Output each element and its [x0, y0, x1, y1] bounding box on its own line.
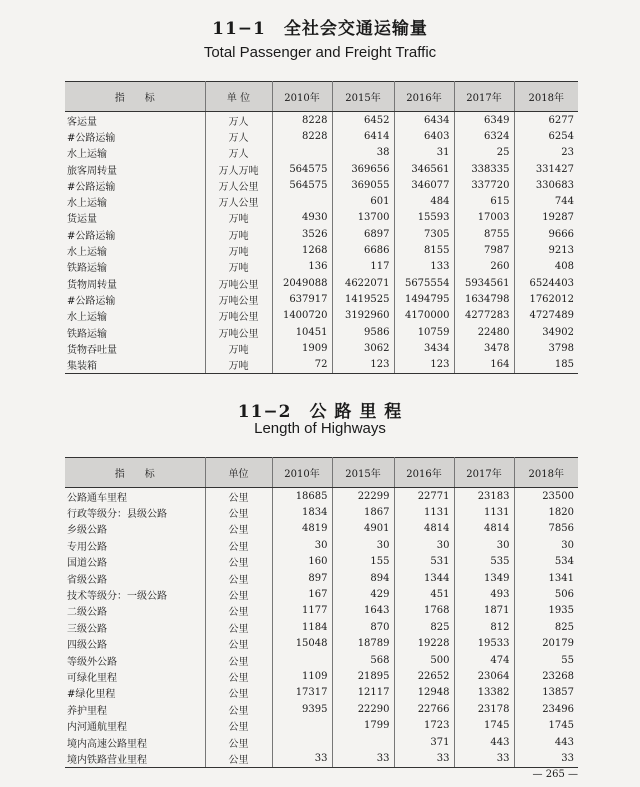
value-cell: 1768	[394, 603, 454, 619]
value-cell: 564575	[272, 177, 332, 193]
value-cell: 1634798	[454, 291, 514, 307]
row-unit: 公里	[205, 537, 272, 553]
table-row	[65, 586, 578, 602]
table-row	[65, 210, 578, 226]
row-label: 四级公路	[65, 636, 205, 652]
table-row	[65, 308, 578, 324]
value-cell: 23496	[542, 703, 574, 715]
row-label: #公路运输	[65, 291, 205, 307]
table-row	[65, 570, 578, 586]
value-cell	[272, 193, 332, 209]
row-unit: 万吨	[205, 340, 272, 356]
table-row	[65, 324, 578, 340]
value-cell: 33	[514, 750, 578, 767]
row-label: 境内高速公路里程	[65, 734, 205, 750]
row-label: 技术等级分：一级公路	[65, 586, 205, 602]
value-cell: 167	[272, 586, 332, 602]
value-cell: 564575	[272, 161, 332, 177]
value-cell: 1109	[272, 668, 332, 684]
value-cell: 369656	[332, 161, 394, 177]
row-unit: 公里	[205, 701, 272, 717]
value-cell: 6349	[454, 112, 514, 129]
value-cell: 1909	[272, 340, 332, 356]
table-row	[65, 259, 578, 275]
value-cell: 1177	[272, 603, 332, 619]
value-cell: 22771	[394, 488, 454, 505]
value-cell: 8228	[272, 112, 332, 129]
row-label: 可绿化里程	[65, 668, 205, 684]
value-cell: 870	[332, 619, 394, 635]
value-cell: 23178	[454, 701, 514, 717]
row-unit: 万吨公里	[205, 291, 272, 307]
table-row	[65, 193, 578, 209]
value-cell: 123	[394, 356, 454, 373]
column-header: 单位	[205, 458, 272, 488]
value-cell	[272, 717, 332, 733]
value-cell: 4819	[272, 521, 332, 537]
value-cell: 117	[332, 259, 394, 275]
value-cell: 10451	[272, 324, 332, 340]
row-unit: 万吨	[205, 259, 272, 275]
row-unit: 公里	[205, 685, 272, 701]
value-cell: 10759	[394, 324, 454, 340]
value-cell: 30	[332, 537, 394, 553]
row-unit: 公里	[205, 603, 272, 619]
value-cell: 17317	[272, 685, 332, 701]
column-header: 2018年	[514, 82, 578, 112]
value-cell: 825	[394, 619, 454, 635]
row-label: 水上运输	[65, 242, 205, 258]
value-cell: 1643	[332, 603, 394, 619]
row-label: 铁路运输	[65, 259, 205, 275]
value-cell: 12117	[332, 685, 394, 701]
value-cell: 38	[332, 145, 394, 161]
value-cell: 6414	[332, 128, 394, 144]
value-cell: 6324	[454, 128, 514, 144]
column-header: 2016年	[394, 458, 454, 488]
table-row	[65, 177, 578, 193]
row-label: 境内铁路营业里程	[65, 750, 205, 767]
row-label: 三级公路	[65, 619, 205, 635]
row-unit: 万吨公里	[205, 324, 272, 340]
value-cell: 408	[554, 261, 574, 273]
column-header: 2016年	[394, 82, 454, 112]
table-row	[65, 537, 578, 553]
row-label: 养护里程	[65, 701, 205, 717]
value-cell: 812	[454, 619, 514, 635]
value-cell: 3526	[272, 226, 332, 242]
row-unit: 公里	[205, 668, 272, 684]
row-label: 货运量	[65, 210, 205, 226]
table-row	[65, 701, 578, 717]
value-cell: 7305	[394, 226, 454, 242]
column-header: 单 位	[205, 82, 272, 112]
value-cell: 744	[554, 196, 574, 208]
column-header: 2017年	[454, 458, 514, 488]
value-cell: 2049088	[272, 275, 332, 291]
row-label: 二级公路	[65, 603, 205, 619]
value-cell: 506	[554, 589, 574, 601]
value-cell: 123	[332, 356, 394, 373]
value-cell: 4727489	[529, 310, 574, 322]
value-cell: 15593	[394, 210, 454, 226]
row-label: 水上运输	[65, 145, 205, 161]
value-cell: 1344	[394, 570, 454, 586]
value-cell: 160	[272, 554, 332, 570]
row-unit: 公里	[205, 619, 272, 635]
page-number: — 265 —	[532, 769, 578, 780]
table-row	[65, 603, 578, 619]
row-label: 内河通航里程	[65, 717, 205, 733]
table-row	[65, 242, 578, 258]
value-cell: 4170000	[394, 308, 454, 324]
value-cell: 1131	[454, 504, 514, 520]
value-cell: 155	[332, 554, 394, 570]
table-row	[65, 340, 578, 356]
table-row	[65, 145, 578, 161]
value-cell: 1400720	[272, 308, 332, 324]
row-unit: 万人公里	[205, 177, 272, 193]
value-cell: 164	[454, 356, 514, 373]
column-header: 2010年	[272, 82, 332, 112]
table-row	[65, 685, 578, 701]
value-cell: 337720	[454, 177, 514, 193]
row-label: 等级外公路	[65, 652, 205, 668]
row-unit: 公里	[205, 652, 272, 668]
value-cell: 13700	[332, 210, 394, 226]
value-cell: 5675554	[394, 275, 454, 291]
value-cell: 30	[394, 537, 454, 553]
value-cell: 825	[554, 621, 574, 633]
value-cell: 4814	[394, 521, 454, 537]
row-label: 集装箱	[65, 356, 205, 373]
value-cell: 1419525	[332, 291, 394, 307]
row-unit: 万人	[205, 112, 272, 129]
value-cell: 615	[454, 193, 514, 209]
value-cell: 1349	[454, 570, 514, 586]
row-unit: 万吨公里	[205, 308, 272, 324]
value-cell: 185	[514, 356, 578, 373]
value-cell: 23268	[542, 670, 574, 682]
value-cell: 338335	[454, 161, 514, 177]
row-unit: 公里	[205, 586, 272, 602]
table-row	[65, 521, 578, 537]
value-cell: 133	[394, 259, 454, 275]
column-header: 2015年	[332, 458, 394, 488]
value-cell: 601	[332, 193, 394, 209]
row-unit: 公里	[205, 717, 272, 733]
value-cell: 23	[561, 147, 574, 159]
value-cell: 13857	[542, 687, 574, 699]
value-cell: 3062	[332, 340, 394, 356]
table-row	[65, 504, 578, 520]
value-cell: 30	[454, 537, 514, 553]
column-header: 2015年	[332, 82, 394, 112]
row-unit: 公里	[205, 504, 272, 520]
value-cell: 3798	[548, 342, 574, 354]
value-cell: 34902	[542, 326, 574, 338]
table2-title-cn: 11−2 公 路 里 程	[237, 402, 403, 422]
value-cell	[272, 734, 332, 750]
value-cell: 9586	[332, 324, 394, 340]
value-cell: 1745	[454, 717, 514, 733]
row-unit: 万人	[205, 145, 272, 161]
value-cell: 19287	[542, 212, 574, 224]
row-unit: 万人	[205, 128, 272, 144]
table-row	[65, 128, 578, 144]
value-cell: 23064	[454, 668, 514, 684]
table-row	[65, 734, 578, 750]
value-cell: 493	[454, 586, 514, 602]
table-row	[65, 636, 578, 652]
value-cell: 535	[454, 554, 514, 570]
value-cell: 531	[394, 554, 454, 570]
table-row	[65, 668, 578, 684]
value-cell: 21895	[332, 668, 394, 684]
table-row	[65, 161, 578, 177]
value-cell: 3434	[394, 340, 454, 356]
row-unit: 万吨	[205, 226, 272, 242]
value-cell: 19533	[454, 636, 514, 652]
value-cell: 894	[332, 570, 394, 586]
value-cell: 17003	[454, 210, 514, 226]
row-label: 水上运输	[65, 308, 205, 324]
value-cell: 1494795	[394, 291, 454, 307]
value-cell: 22652	[394, 668, 454, 684]
row-label: 水上运输	[65, 193, 205, 209]
value-cell: 22766	[394, 701, 454, 717]
value-cell: 6277	[548, 114, 574, 126]
row-label: 旅客周转量	[65, 161, 205, 177]
table-row	[65, 291, 578, 307]
passenger-freight-table	[65, 81, 578, 374]
row-unit: 万人万吨	[205, 161, 272, 177]
row-unit: 公里	[205, 554, 272, 570]
value-cell: 897	[272, 570, 332, 586]
value-cell	[272, 652, 332, 668]
value-cell: 568	[332, 652, 394, 668]
row-unit: 公里	[205, 734, 272, 750]
table-header-row	[65, 458, 578, 488]
row-unit: 万吨	[205, 242, 272, 258]
table-row	[65, 750, 578, 767]
value-cell: 72	[272, 356, 332, 373]
value-cell: 31	[394, 145, 454, 161]
row-label: 专用公路	[65, 537, 205, 553]
table-row	[65, 112, 578, 129]
value-cell: 8228	[272, 128, 332, 144]
value-cell: 451	[394, 586, 454, 602]
value-cell: 6686	[332, 242, 394, 258]
value-cell: 22299	[332, 488, 394, 505]
value-cell: 330683	[535, 179, 574, 191]
table1-title-cn: 11−1 全社会交通运输量	[212, 19, 428, 39]
row-label: 公路通车里程	[65, 488, 205, 505]
value-cell: 1268	[272, 242, 332, 258]
value-cell: 23183	[454, 488, 514, 505]
value-cell: 4930	[272, 210, 332, 226]
value-cell: 9213	[548, 245, 574, 257]
value-cell: 443	[454, 734, 514, 750]
row-unit: 公里	[205, 488, 272, 505]
value-cell: 18789	[332, 636, 394, 652]
value-cell: 637917	[272, 291, 332, 307]
value-cell: 1867	[332, 504, 394, 520]
value-cell: 484	[394, 193, 454, 209]
row-unit: 公里	[205, 521, 272, 537]
row-label: #公路运输	[65, 177, 205, 193]
row-label: 货物周转量	[65, 275, 205, 291]
value-cell: 7987	[454, 242, 514, 258]
value-cell: 6254	[548, 130, 574, 142]
value-cell: 55	[561, 654, 574, 666]
value-cell: 136	[272, 259, 332, 275]
row-label: #绿化里程	[65, 685, 205, 701]
value-cell: 6434	[394, 112, 454, 129]
column-header: 指 标	[65, 458, 205, 488]
value-cell: 346561	[394, 161, 454, 177]
row-label: 客运量	[65, 112, 205, 129]
value-cell: 7856	[548, 523, 574, 535]
value-cell: 4901	[332, 521, 394, 537]
value-cell: 1745	[548, 720, 574, 732]
value-cell: 33	[454, 750, 514, 767]
table1-title-en: Total Passenger and Freight Traffic	[203, 44, 437, 61]
value-cell	[332, 734, 394, 750]
value-cell: 3192960	[332, 308, 394, 324]
column-header: 指 标	[65, 82, 205, 112]
row-label: #公路运输	[65, 128, 205, 144]
value-cell: 1131	[394, 504, 454, 520]
row-unit: 万吨	[205, 356, 272, 373]
value-cell: 1341	[548, 572, 574, 584]
value-cell: 1820	[548, 507, 574, 519]
table-row	[65, 488, 578, 505]
column-header: 2017年	[454, 82, 514, 112]
table2-title-en: Length of Highways	[254, 420, 386, 437]
row-unit: 公里	[205, 570, 272, 586]
value-cell: 4622071	[332, 275, 394, 291]
row-label: 省级公路	[65, 570, 205, 586]
value-cell: 534	[554, 556, 574, 568]
row-label: 国道公路	[65, 554, 205, 570]
value-cell: 8155	[394, 242, 454, 258]
value-cell: 260	[454, 259, 514, 275]
value-cell: 1184	[272, 619, 332, 635]
value-cell: 1723	[394, 717, 454, 733]
value-cell: 3478	[454, 340, 514, 356]
value-cell: 12948	[394, 685, 454, 701]
value-cell: 22480	[454, 324, 514, 340]
value-cell	[272, 145, 332, 161]
value-cell: 331427	[535, 163, 574, 175]
row-unit: 万人公里	[205, 193, 272, 209]
value-cell: 369055	[332, 177, 394, 193]
value-cell: 33	[272, 750, 332, 767]
row-label: 货物吞吐量	[65, 340, 205, 356]
row-label: 铁路运输	[65, 324, 205, 340]
column-header: 2018年	[514, 458, 578, 488]
value-cell: 9666	[548, 228, 574, 240]
value-cell: 23500	[542, 490, 574, 502]
value-cell: 1871	[454, 603, 514, 619]
column-header: 2010年	[272, 458, 332, 488]
table-row	[65, 356, 578, 373]
value-cell: 4814	[454, 521, 514, 537]
value-cell: 19228	[394, 636, 454, 652]
value-cell: 474	[454, 652, 514, 668]
table-row	[65, 717, 578, 733]
value-cell: 6897	[332, 226, 394, 242]
value-cell: 1834	[272, 504, 332, 520]
value-cell: 443	[554, 736, 574, 748]
value-cell: 25	[454, 145, 514, 161]
value-cell: 33	[332, 750, 394, 767]
row-unit: 万吨	[205, 210, 272, 226]
table-row	[65, 554, 578, 570]
value-cell: 346077	[394, 177, 454, 193]
table-row	[65, 275, 578, 291]
row-label: #公路运输	[65, 226, 205, 242]
value-cell: 6403	[394, 128, 454, 144]
value-cell: 13382	[454, 685, 514, 701]
value-cell: 15048	[272, 636, 332, 652]
value-cell: 5934561	[454, 275, 514, 291]
value-cell: 30	[272, 537, 332, 553]
value-cell: 1935	[548, 605, 574, 617]
value-cell: 1799	[332, 717, 394, 733]
table-row	[65, 652, 578, 668]
value-cell: 6452	[332, 112, 394, 129]
value-cell: 9395	[272, 701, 332, 717]
table-row	[65, 226, 578, 242]
value-cell: 6524403	[529, 277, 574, 289]
value-cell: 20179	[542, 638, 574, 650]
value-cell: 8755	[454, 226, 514, 242]
value-cell: 33	[394, 750, 454, 767]
table-row	[65, 619, 578, 635]
row-unit: 万吨公里	[205, 275, 272, 291]
value-cell: 18685	[272, 488, 332, 505]
value-cell: 371	[394, 734, 454, 750]
value-cell: 500	[394, 652, 454, 668]
value-cell: 4277283	[454, 308, 514, 324]
value-cell: 1762012	[529, 293, 574, 305]
row-label: 乡级公路	[65, 521, 205, 537]
highway-length-table	[65, 457, 578, 768]
row-unit: 公里	[205, 750, 272, 767]
table-header-row	[65, 82, 578, 112]
value-cell: 429	[332, 586, 394, 602]
value-cell: 30	[561, 539, 574, 551]
value-cell: 22290	[332, 701, 394, 717]
row-label: 行政等级分：县级公路	[65, 504, 205, 520]
row-unit: 公里	[205, 636, 272, 652]
